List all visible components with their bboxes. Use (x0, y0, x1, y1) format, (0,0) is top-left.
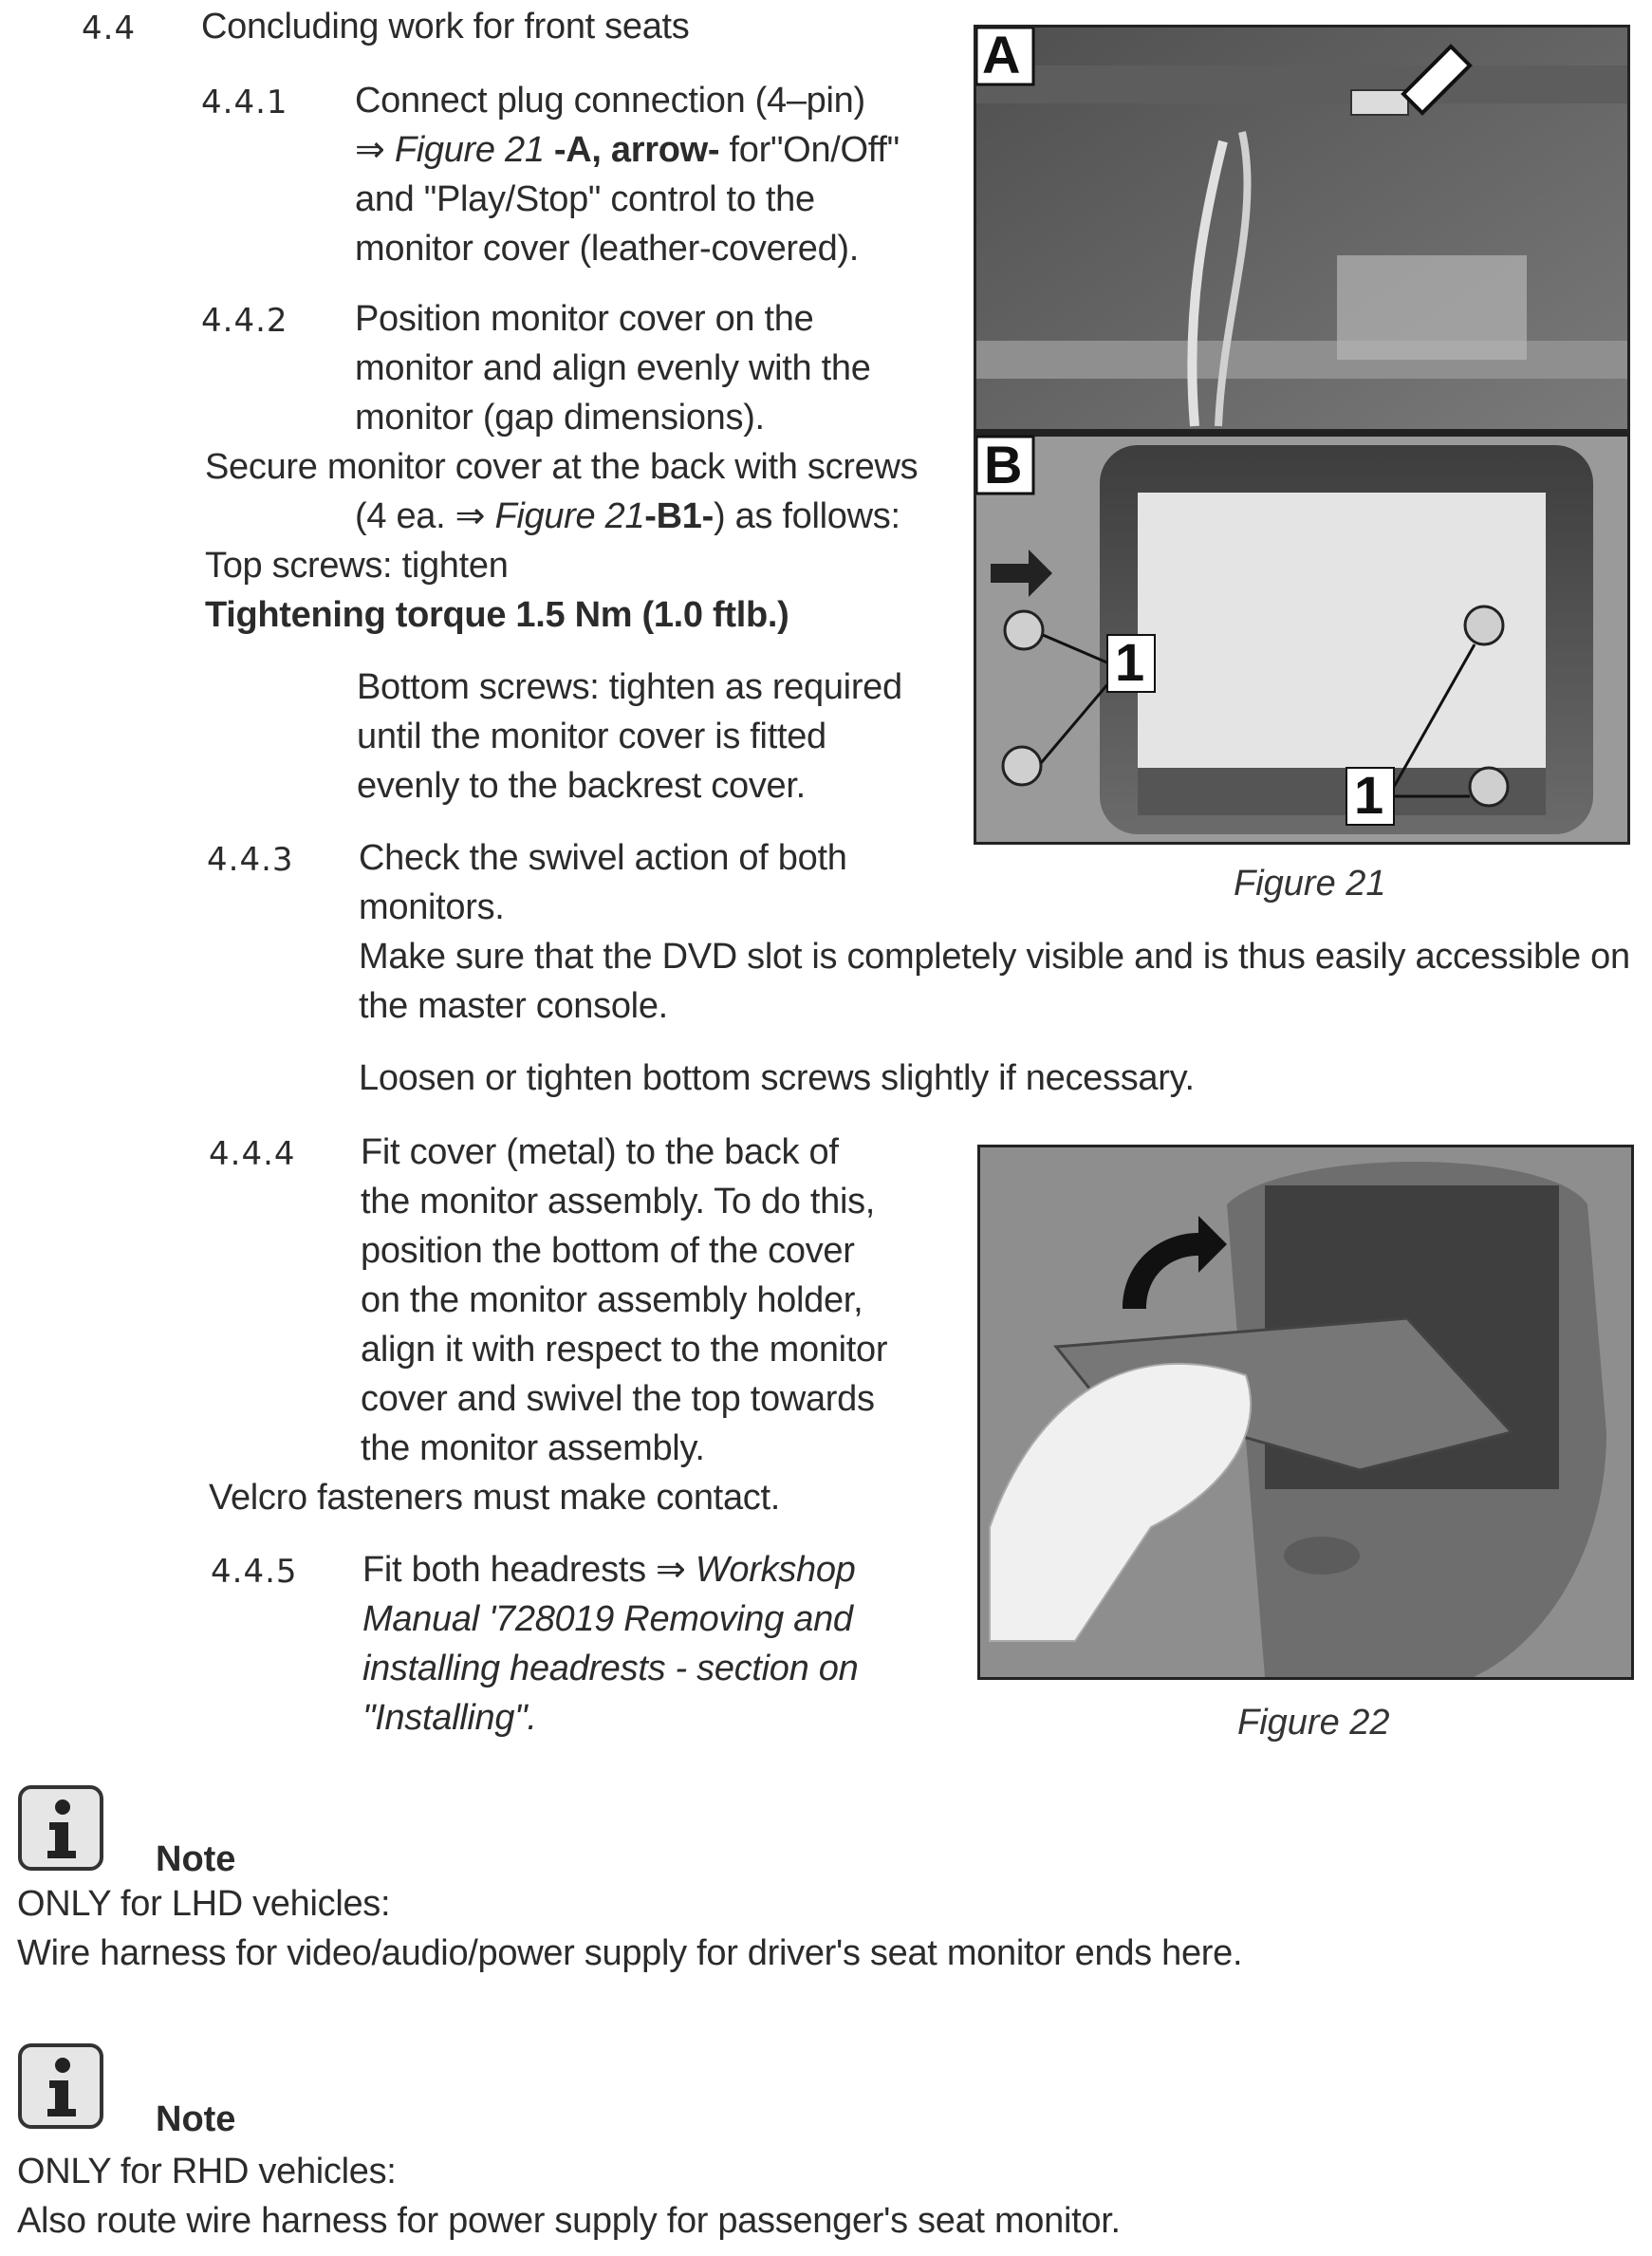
figure-21 (974, 25, 1630, 845)
step-text: (4 ea. (355, 496, 446, 536)
screw-icon (1003, 747, 1041, 785)
screw-icon (1470, 768, 1508, 806)
step-number: 4.4.3 (207, 841, 294, 879)
step-text: the monitor assembly. (361, 1428, 705, 1468)
figure-22 (977, 1145, 1634, 1680)
step-text: Check the swivel action of both (359, 838, 847, 878)
step-text: Fit cover (metal) to the back of (361, 1132, 839, 1172)
figure-ref-label: -A, arrow- (553, 130, 720, 170)
step-number: 4.4.1 (201, 84, 288, 121)
step-number: 4.4.5 (211, 1553, 298, 1591)
figure-link[interactable]: Figure 21 (494, 496, 645, 536)
step-text: Loosen or tighten bottom screws slightly if necessary. (359, 1058, 1195, 1098)
step-text: Connect plug connection (4–pin) (355, 81, 865, 121)
step-text: cover and swivel the top towards (361, 1379, 875, 1419)
info-icon (17, 2042, 104, 2130)
callout-1: 1 (1354, 765, 1384, 825)
section-title: Concluding work for front seats (201, 7, 690, 47)
step-text (355, 125, 900, 175)
step-text: Bottom screws: tighten as required (357, 667, 902, 707)
torque-spec: Tightening torque 1.5 Nm (1.0 ftlb.) (205, 595, 789, 635)
manual-link[interactable]: "Installing". (362, 1698, 537, 1738)
note-text: ONLY for LHD vehicles: (17, 1884, 391, 1924)
step-number: 4.4.4 (209, 1135, 296, 1173)
figure-21-photo (976, 28, 1627, 842)
figure-caption: Figure 21 (1234, 864, 1386, 904)
screw-icon (1465, 606, 1503, 644)
step-text: Velcro fasteners must make contact. (209, 1478, 780, 1518)
section-number: 4.4 (82, 9, 137, 47)
step-text: evenly to the backrest cover. (357, 766, 806, 806)
figure-caption: Figure 22 (1237, 1703, 1390, 1743)
figure-link[interactable]: Figure 21 (394, 130, 545, 170)
step-text (355, 492, 900, 541)
manual-link[interactable]: Manual '728019 Removing and (362, 1599, 853, 1639)
step-text: monitor (gap dimensions). (355, 398, 765, 438)
figure-22-photo (980, 1147, 1631, 1677)
step-text: Secure monitor cover at the back with screws (205, 447, 919, 487)
arrow-ref: ⇒ (656, 1550, 686, 1590)
step-text: ) as follows: (713, 496, 900, 536)
panel-label-b: B (984, 435, 1023, 494)
step-text: Top screws: tighten (205, 546, 509, 586)
note-text: Also route wire harness for power supply for passenger's seat monitor. (17, 2201, 1121, 2241)
note-title: Note (156, 2099, 236, 2139)
step-text: monitor cover (leather-covered). (355, 229, 860, 269)
step-text: Fit both headrests (362, 1550, 646, 1590)
step-text: monitor and align evenly with the (355, 348, 871, 388)
arrow-ref: ⇒ (355, 130, 385, 170)
info-icon (17, 1784, 104, 1872)
note-title: Note (156, 1839, 236, 1879)
step-text: the master console. (359, 986, 668, 1026)
arrow-ref: ⇒ (455, 496, 486, 536)
step-number: 4.4.2 (201, 302, 288, 340)
step-text: align it with respect to the monitor (361, 1330, 888, 1370)
manual-link[interactable]: Workshop (695, 1550, 856, 1590)
note-text: Wire harness for video/audio/power supply for driver's seat monitor ends here. (17, 1933, 1243, 1973)
step-text: for"On/Off" (729, 130, 900, 170)
note-text: ONLY for RHD vehicles: (17, 2152, 397, 2191)
panel-label-a: A (982, 25, 1021, 84)
step-text: position the bottom of the cover (361, 1231, 855, 1271)
figure-ref-label: -B1- (644, 496, 714, 536)
step-text: until the monitor cover is fitted (357, 717, 826, 756)
step-text: the monitor assembly. To do this, (361, 1182, 876, 1221)
step-text: Make sure that the DVD slot is completely visible and is thus easily accessible on (359, 937, 1630, 977)
step-text: monitors. (359, 887, 505, 927)
step-text: on the monitor assembly holder, (361, 1280, 863, 1320)
step-text: Position monitor cover on the (355, 299, 814, 339)
callout-1: 1 (1115, 632, 1145, 692)
step-text (362, 1545, 856, 1594)
manual-link[interactable]: installing headrests - section on (362, 1649, 859, 1688)
screw-icon (1005, 611, 1043, 649)
step-text: and "Play/Stop" control to the (355, 179, 815, 219)
